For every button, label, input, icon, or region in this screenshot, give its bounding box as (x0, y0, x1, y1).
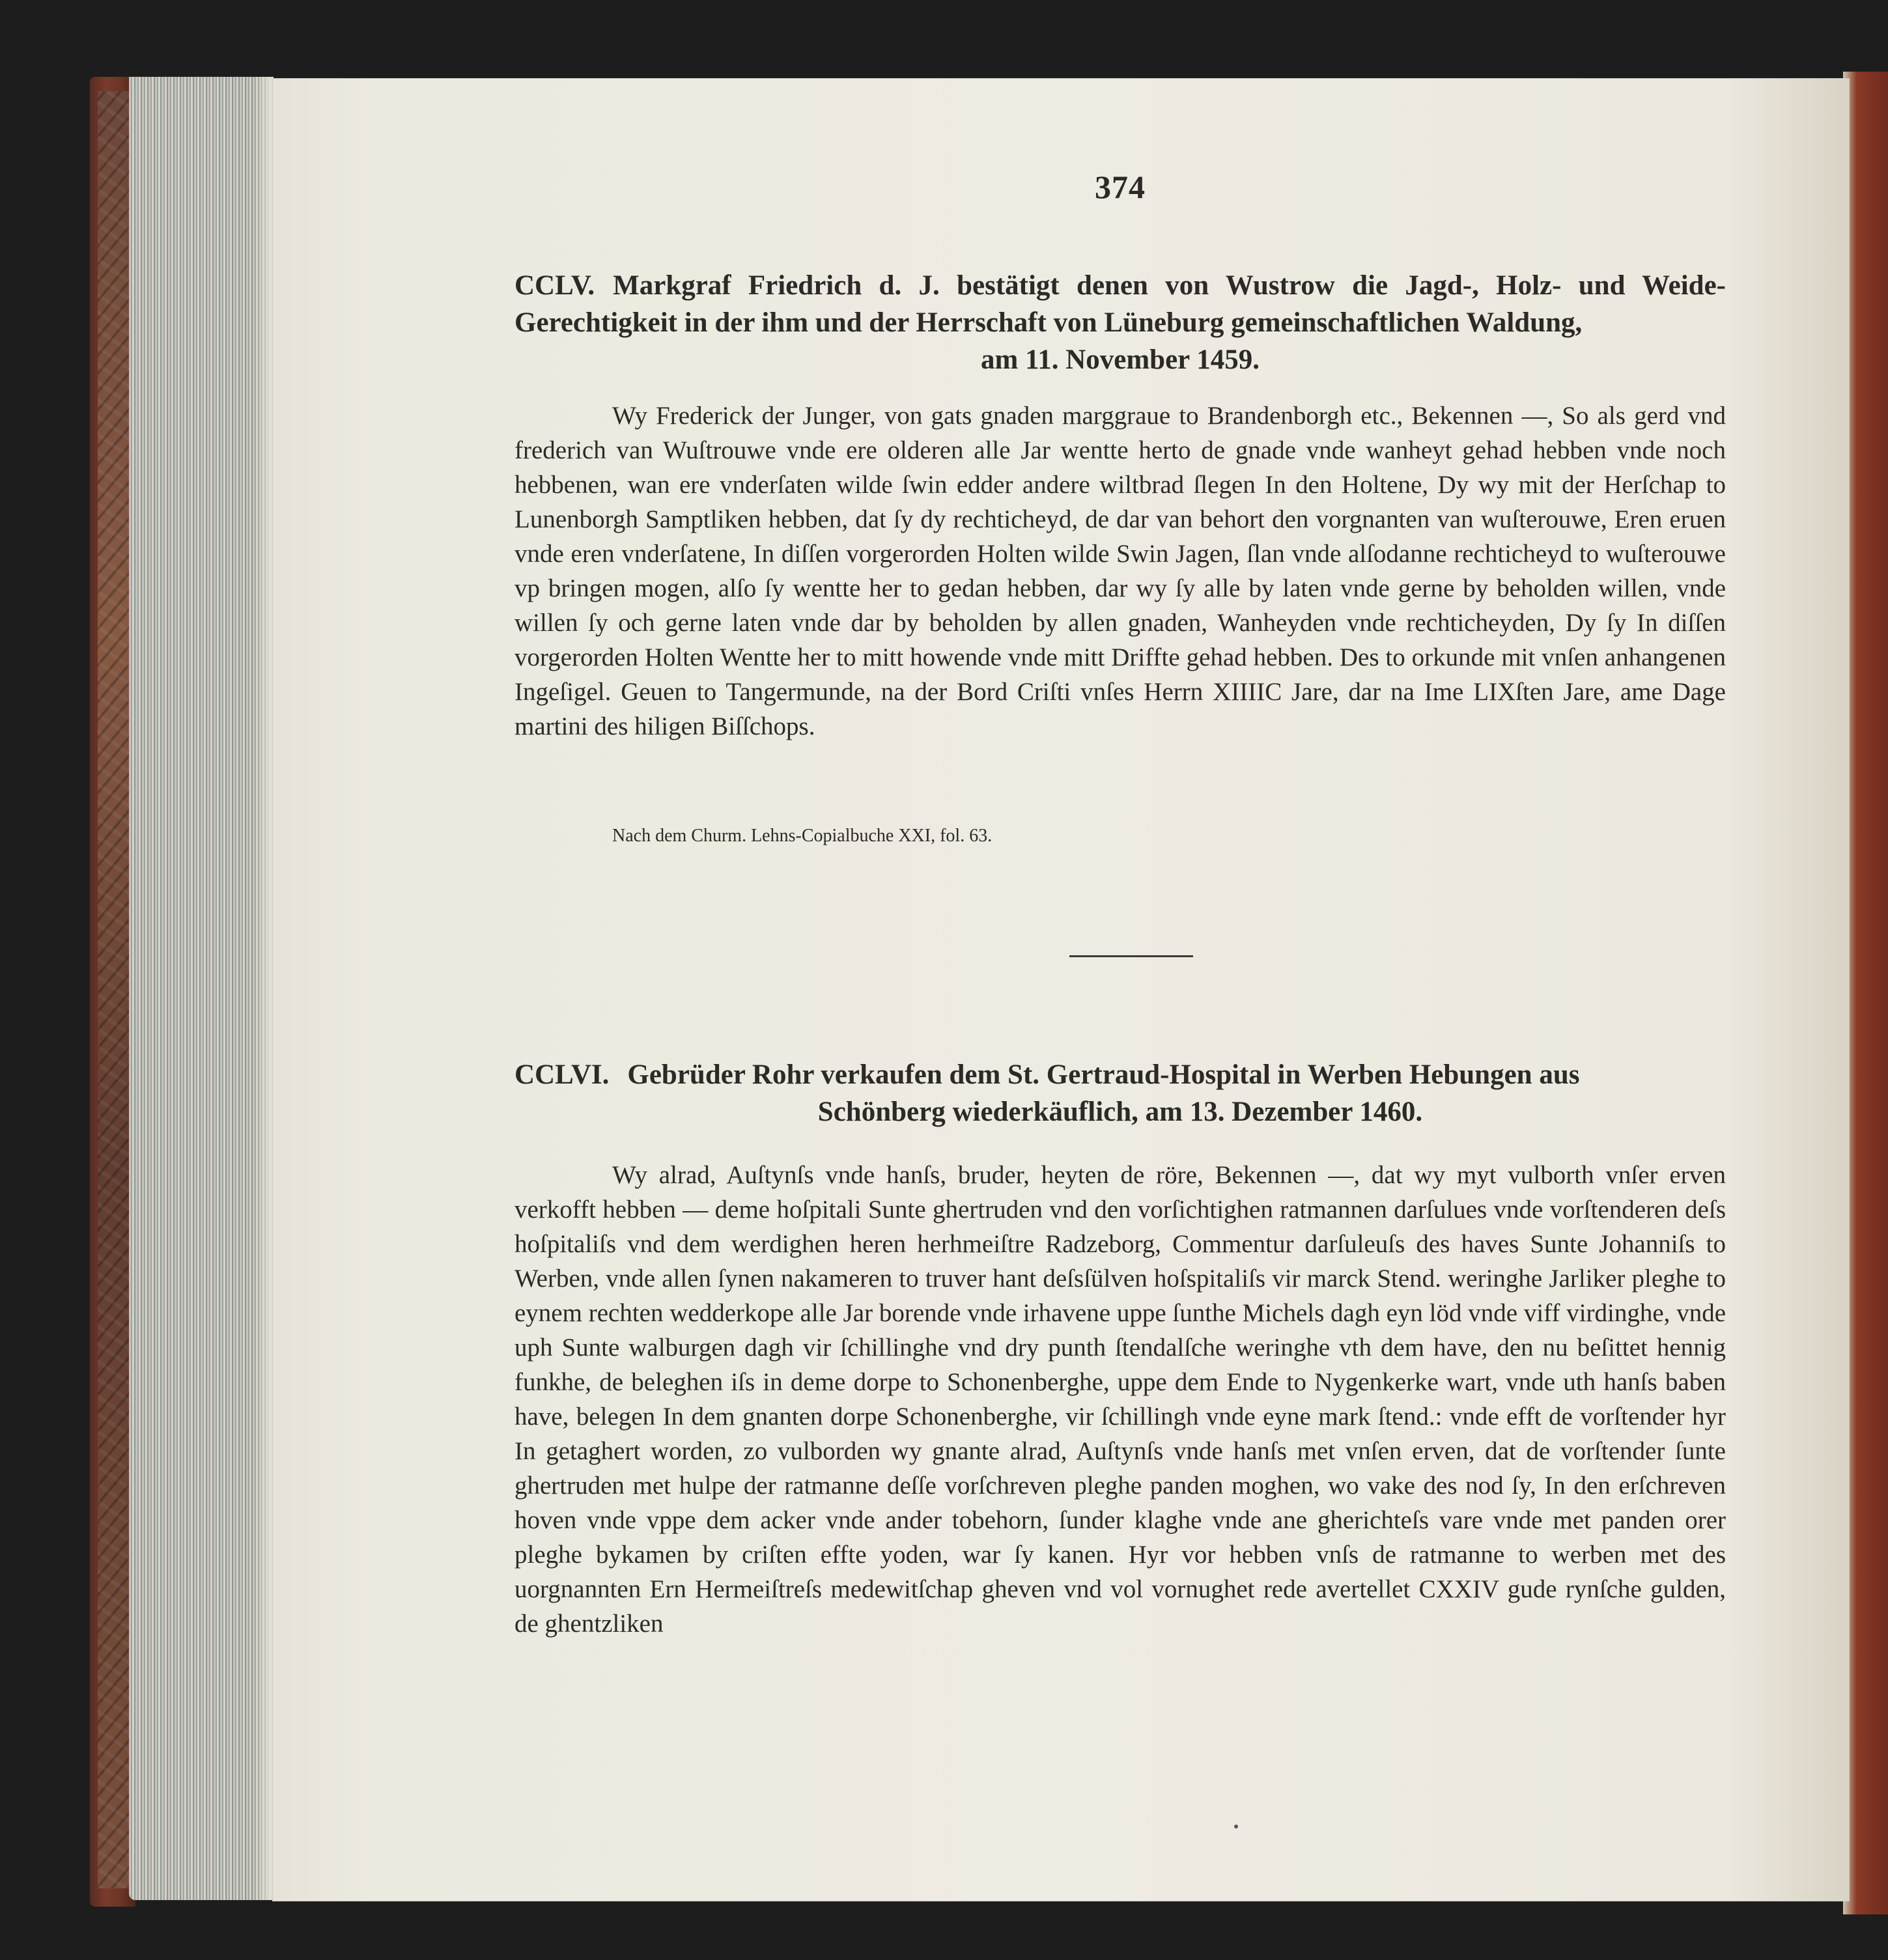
book-page (272, 78, 1850, 1901)
marbled-edge (98, 91, 129, 1888)
document-text: Wy Frederick der Junger, von gats gnaden marggraue to Brandenborgh etc., Bekennen —, So als gerd vnd frederich van Wuſtrouwe vnde ere olderen alle Jar wentte herto de gnade vnde wanheyt gehad hebben vnde noch hebbenen, wan ere vnderſaten wilde ſwin edder andere wiltbrad ſlegen In den Holtene, Dy wy mit der Herſchap to Lunenborgh Samptliken hebben, dat ſy dy rechticheyd, de dar van behort den vorgnanten van wuſterouwe, Eren eruen vnde eren vnderſatene, In diſſen vorgerorden Holten wilde Swin Jagen, ſlan vnde alſodanne rechticheyd to wuſterouwe vp bringen mogen, alſo ſy wentte her to gedan hebben, dar wy ſy alle by laten vnde gerne by beholden willen, vnde willen ſy och gerne laten vnde dar by beholden by allen gnaden, Wanheyden vnde rechticheyden, Dy ſy In diſſen vorgerorden Holten Wentte her to mitt howende vnde mitt Driffte gehad hebben. Des to orkunde mit vnſen anhangenen Ingeſigel. Geuen to Tangermunde, na der Bord Criſti vnſes Herrn XIIIIC Jare, dar na Ime LIXſten Jare, ame Dage martini des hiligen Biſſchops. (514, 402, 1726, 740)
section-date: am 11. November 1459. (981, 344, 1260, 375)
section-heading-cclvi (514, 1056, 1726, 1130)
section-divider (1069, 955, 1193, 957)
book-cover-right (1843, 72, 1888, 1914)
section-body-cclvi (514, 1158, 1726, 1641)
page-speck (1234, 1825, 1238, 1828)
section-body-cclv (514, 399, 1726, 744)
section-number: CCLV. (514, 270, 595, 301)
page-edges-stack (129, 77, 274, 1900)
page-number: 374 (1095, 169, 1146, 205)
document-text: Wy alrad, Auſtynſs vnde hanſs, bruder, heyten de röre, Bekennen —, dat wy myt vulborth vnſer erven verkofft hebben — deme hoſpitali Sunte ghertruden vnd den vorſichtighen ratmannen darſulues vnde vorſtenderen deſs hoſpitaliſs vnd dem werdighen heren herhmeiſtre Radzeborg, Commentur darſuleuſs des haves Sunte Johanniſs to Werben, vnde allen ſynen nakameren to truver hant deſsſülven hoſspitaliſs vir marck Stend. weringhe Jarliker pleghe to eynem rechten wedderkope alle Jar borende vnde irhavene uppe ſunthe Michels dagh eyn löd vnde viff virdinghe, vnde uph Sunte walburgen dagh vir ſchillinghe vnd dry punth ſtendalſche weringhe vth dem have, den nu beſittet hennig funkhe, de beleghen iſs in deme dorpe to Schonenberghe, uppe dem Ende to Nygenkerke wart, vnde uth hanſs baben have, belegen In dem gnanten dorpe Schonenberghe, vir ſchillingh vnde eyne mark ſtend.: vnde efft de vorſtender hyr In getaghert worden, zo vulborden wy gnante alrad, Auſtynſs vnde hanſs met vnſen erven, dat de vorſtender ſunte ghertruden met hulpe der ratmanne deſſe vorſchreven pleghe panden moghen, wo vake des nod ſy, In den erſchreven hoven vnde vppe dem acker vnde ander tobehorn, ſunder klaghe vnde ane gherichteſs vare vnde met panden orer pleghe bykamen by criſten effte yoden, war ſy kanen. Hyr vor hebben vnſs de ratmanne to werben met des uorgnannten Ern Hermeiſtreſs medewitſchap gheven vnd vol vornughet rede avertellet CXXIV gude rynſche gulden, de ghentzliken (514, 1161, 1726, 1638)
section-heading-cclv (514, 267, 1726, 378)
section-title: Markgraf Friedrich d. J. bestätigt denen von Wustrow die Jagd-, Holz- und Weide-Gerechtigkeit in der ihm und der Herrschaft von Lüneburg gemeinschaftlichen Waldung, (514, 270, 1726, 338)
section-number: CCLVI. (514, 1059, 610, 1090)
section-title: Gebrüder Rohr verkaufen dem St. Gertraud-Hospital in Werben Hebungen aus (627, 1059, 1580, 1090)
source-note: Nach dem Churm. Lehns-Copialbuche XXI, fol. 63. (612, 826, 993, 846)
section-date: Schönberg wiederkäuflich, am 13. Dezember 1460. (817, 1097, 1423, 1127)
